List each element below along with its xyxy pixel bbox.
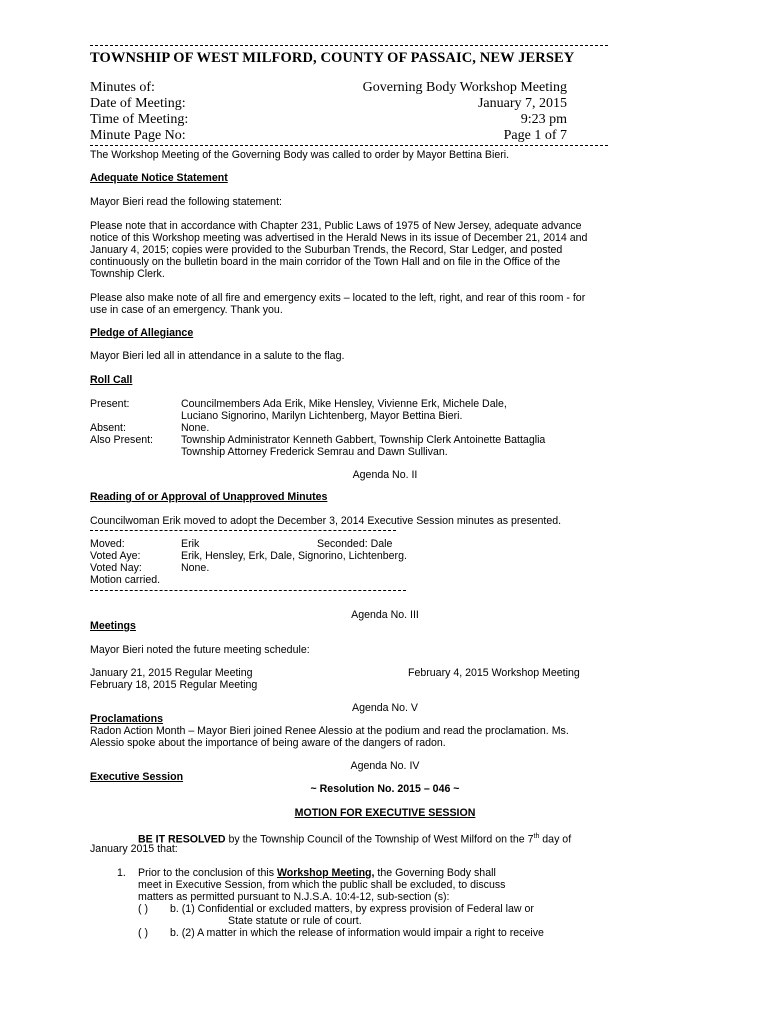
roll-also-label: Also Present: [90, 434, 154, 446]
subsection-text: b. (1) Confidential or excluded matters, by express provision of Federal law or [170, 903, 534, 915]
notice-p1-line: continuously on the bulletin board in the main corridor of the Town Hall and on file in the Office of the [90, 256, 561, 268]
notice-p2-line: use in case of an emergency. Thank you. [90, 304, 283, 316]
vote-bottom-rule [90, 590, 406, 591]
roll-also-line: Township Attorney Frederick Semrau and Dawn Sullivan. [181, 446, 448, 458]
header-top-rule [90, 45, 608, 46]
resolved-text: by the Township Council of the Township of West Milford on the 7 [225, 833, 534, 846]
item-line: matters as permitted pursuant to N.J.S.A. 10:4-12, sub-section (s): [138, 891, 450, 903]
roll-present-line: Luciano Signorino, Marilyn Lichtenberg, Mayor Bettina Bieri. [181, 410, 463, 422]
meta-label-date: Date of Meeting: [90, 96, 186, 111]
agenda-number: Agenda No. II [352, 469, 418, 481]
vote-aye-label: Voted Aye: [90, 550, 141, 562]
vote-moved-label: Moved: [90, 538, 125, 550]
notice-p1-line: January 4, 2015; copies were provided to the Suburban Trends, the Record, Star Ledger, and posted [90, 244, 563, 256]
resolved-line2: January 2015 that: [90, 843, 178, 855]
notice-p1-line: Please note that in accordance with Chapter 231, Public Laws of 1975 of New Jersey, adequate advance [90, 220, 582, 232]
intro-text: The Workshop Meeting of the Governing Body was called to order by Mayor Bettina Bieri. [90, 149, 510, 161]
meta-value-minutes-of: Governing Body Workshop Meeting [362, 80, 567, 95]
notice-p1-line: notice of this Workshop meeting was advertised in the Herald News in its issue of December 21, 2014 and [90, 232, 588, 244]
subsection-box: ( ) [138, 927, 148, 939]
meetings-lead: Mayor Bieri noted the future meeting schedule: [90, 644, 310, 656]
subsection-text-cont: State statute or rule of court. [228, 915, 362, 927]
vote-nay-value: None. [181, 562, 210, 574]
agenda-number: Agenda No. III [351, 609, 419, 621]
agenda-number: Agenda No. V [352, 702, 418, 714]
meeting-item: February 4, 2015 Workshop Meeting [408, 667, 580, 679]
notice-p2-line: Please also make note of all fire and emergency exits – located to the left, right, and rear of this room - for [90, 292, 586, 304]
notice-lead: Mayor Bieri read the following statement: [90, 196, 282, 208]
vote-seconded: Seconded: Dale [317, 538, 393, 550]
heading-roll-call: Roll Call [90, 374, 133, 386]
resolved-line [138, 831, 571, 846]
meta-value-date: January 7, 2015 [477, 96, 567, 111]
subsection-box: ( ) [138, 903, 148, 915]
roll-present-line: Councilmembers Ada Erik, Mike Hensley, Vivienne Erk, Michele Dale, [181, 398, 507, 410]
heading-pledge: Pledge of Allegiance [90, 327, 194, 339]
vote-top-rule [90, 530, 396, 531]
heading-proclamations: Proclamations [90, 713, 164, 725]
item-line: meet in Executive Session, from which the public shall be excluded, to discuss [138, 879, 506, 891]
vote-moved-value: Erik [181, 538, 200, 550]
proclamation-line: Radon Action Month – Mayor Bieri joined Renee Alessio at the podium and read the proclamation. Ms. [90, 725, 569, 737]
roll-absent-value: None. [181, 422, 210, 434]
vote-aye-value: Erik, Hensley, Erk, Dale, Signorino, Lichtenberg. [181, 550, 407, 562]
vote-carried: Motion carried. [90, 574, 161, 586]
meta-label-time: Time of Meeting: [90, 112, 189, 127]
header-bottom-rule [90, 145, 608, 146]
meta-label-minutes-of: Minutes of: [90, 80, 155, 95]
proclamation-line: Alessio spoke about the importance of being aware of the dangers of radon. [90, 737, 446, 749]
heading-executive-session: Executive Session [90, 771, 184, 783]
document-title: TOWNSHIP OF WEST MILFORD, COUNTY OF PASSAIC, NEW JERSEY [90, 50, 575, 66]
heading-adequate-notice: Adequate Notice Statement [90, 172, 228, 184]
item-text-a: Prior to the conclusion of this [138, 867, 277, 879]
meeting-item: January 21, 2015 Regular Meeting [90, 667, 253, 679]
roll-also-line: Township Administrator Kenneth Gabbert, Township Clerk Antoinette Battaglia [181, 434, 546, 446]
heading-minutes: Reading of or Approval of Unapproved Minutes [90, 491, 328, 503]
agenda-number: Agenda No. IV [350, 760, 420, 772]
item-text-b: the Governing Body shall [374, 867, 496, 879]
meta-value-time: 9:23 pm [520, 112, 567, 127]
item-line [138, 867, 496, 880]
resolution-number: ~ Resolution No. 2015 – 046 ~ [310, 783, 460, 795]
item-text-bold: Workshop Meeting, [276, 867, 375, 879]
motion-title: MOTION FOR EXECUTIVE SESSION [294, 807, 476, 819]
roll-absent-label: Absent: [90, 422, 126, 434]
minutes-text: Councilwoman Erik moved to adopt the December 3, 2014 Executive Session minutes as presented. [90, 515, 562, 527]
meta-value-page: Page 1 of 7 [503, 128, 567, 143]
item-number: 1. [117, 867, 126, 879]
meeting-item: February 18, 2015 Regular Meeting [90, 679, 258, 691]
resolved-end: day of [539, 833, 572, 846]
subsection-text: b. (2) A matter in which the release of information would impair a right to receive [170, 927, 544, 939]
resolved-bold: BE IT RESOLVED [138, 833, 226, 846]
notice-p1-line: Township Clerk. [90, 268, 165, 280]
pledge-text: Mayor Bieri led all in attendance in a salute to the flag. [90, 350, 345, 362]
meta-label-page: Minute Page No: [90, 128, 186, 143]
roll-present-label: Present: [90, 398, 130, 410]
vote-nay-label: Voted Nay: [90, 562, 142, 574]
heading-meetings: Meetings [90, 620, 136, 632]
resolved-sup: th [533, 833, 540, 840]
